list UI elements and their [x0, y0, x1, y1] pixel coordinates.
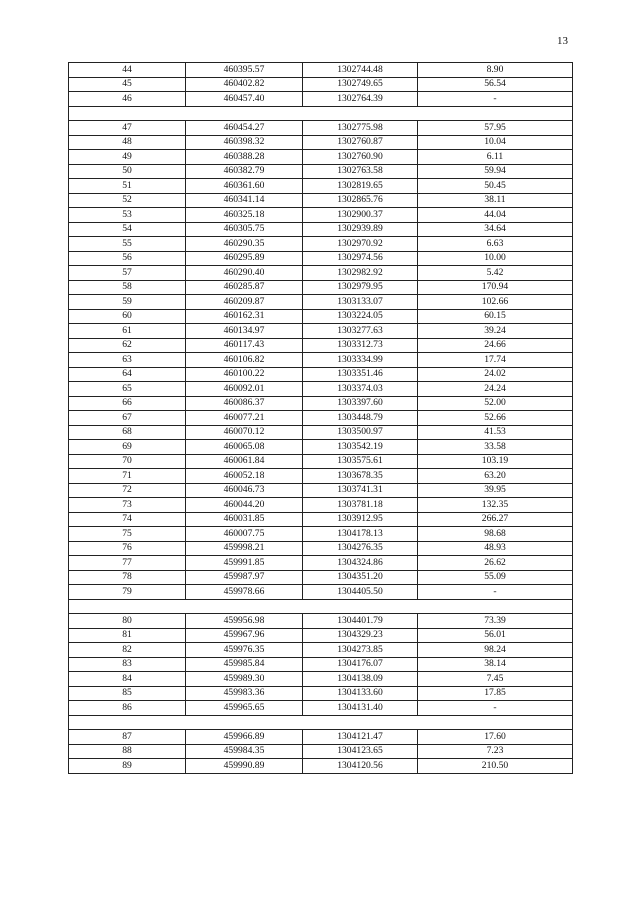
table-gap-row	[69, 599, 573, 614]
table-row	[69, 759, 573, 774]
x-coordinate-cell: 459984.35	[186, 744, 303, 759]
y-coordinate-cell: 1302763.58	[303, 164, 418, 179]
x-coordinate-cell: 460382.79	[186, 164, 303, 179]
point-number-cell: 50	[69, 164, 186, 179]
point-number-cell: 55	[69, 237, 186, 252]
point-number-cell: 57	[69, 266, 186, 281]
x-coordinate-cell: 460092.01	[186, 382, 303, 397]
y-coordinate-cell: 1303334.99	[303, 353, 418, 368]
table-row	[69, 483, 573, 498]
x-coordinate-cell: 460065.08	[186, 440, 303, 455]
distance-cell: 24.66	[418, 338, 573, 353]
table-row	[69, 295, 573, 310]
x-coordinate-cell: 460044.20	[186, 498, 303, 513]
table-row	[69, 367, 573, 382]
table-row	[69, 628, 573, 643]
point-number-cell: 52	[69, 193, 186, 208]
table-row	[69, 744, 573, 759]
table-row	[69, 382, 573, 397]
y-coordinate-cell: 1304273.85	[303, 643, 418, 658]
distance-cell: 5.42	[418, 266, 573, 281]
y-coordinate-cell: 1303351.46	[303, 367, 418, 382]
table-row	[69, 63, 573, 78]
table-row	[69, 193, 573, 208]
x-coordinate-cell: 460077.21	[186, 411, 303, 426]
table-row	[69, 730, 573, 745]
distance-cell: 52.00	[418, 396, 573, 411]
x-coordinate-cell: 460361.60	[186, 179, 303, 194]
y-coordinate-cell: 1302970.92	[303, 237, 418, 252]
x-coordinate-cell: 460457.40	[186, 92, 303, 107]
point-number-cell: 56	[69, 251, 186, 266]
point-number-cell: 59	[69, 295, 186, 310]
y-coordinate-cell: 1304121.47	[303, 730, 418, 745]
point-number-cell: 79	[69, 585, 186, 600]
y-coordinate-cell: 1303781.18	[303, 498, 418, 513]
x-coordinate-cell: 459991.85	[186, 556, 303, 571]
y-coordinate-cell: 1304123.65	[303, 744, 418, 759]
distance-cell: 56.54	[418, 77, 573, 92]
distance-cell: 57.95	[418, 121, 573, 136]
distance-cell: 56.01	[418, 628, 573, 643]
table-row	[69, 498, 573, 513]
y-coordinate-cell: 1302744.48	[303, 63, 418, 78]
y-coordinate-cell: 1304133.60	[303, 686, 418, 701]
point-number-cell: 83	[69, 657, 186, 672]
distance-cell: -	[418, 585, 573, 600]
point-number-cell: 69	[69, 440, 186, 455]
x-coordinate-cell: 459983.36	[186, 686, 303, 701]
x-coordinate-cell: 459956.98	[186, 614, 303, 629]
y-coordinate-cell: 1304329.23	[303, 628, 418, 643]
x-coordinate-cell: 460395.57	[186, 63, 303, 78]
x-coordinate-cell: 459965.65	[186, 701, 303, 716]
y-coordinate-cell: 1302939.89	[303, 222, 418, 237]
table-row	[69, 686, 573, 701]
gap-cell	[69, 599, 573, 614]
table-row	[69, 266, 573, 281]
y-coordinate-cell: 1304131.40	[303, 701, 418, 716]
distance-cell: 98.68	[418, 527, 573, 542]
table-row	[69, 237, 573, 252]
distance-cell: 17.85	[418, 686, 573, 701]
distance-cell: -	[418, 701, 573, 716]
y-coordinate-cell: 1303678.35	[303, 469, 418, 484]
x-coordinate-cell: 460070.12	[186, 425, 303, 440]
y-coordinate-cell: 1302764.39	[303, 92, 418, 107]
distance-cell: 34.64	[418, 222, 573, 237]
y-coordinate-cell: 1304324.86	[303, 556, 418, 571]
y-coordinate-cell: 1302979.95	[303, 280, 418, 295]
distance-cell: 170.94	[418, 280, 573, 295]
y-coordinate-cell: 1302865.76	[303, 193, 418, 208]
distance-cell: 266.27	[418, 512, 573, 527]
table-row	[69, 643, 573, 658]
table-row	[69, 585, 573, 600]
y-coordinate-cell: 1302900.37	[303, 208, 418, 223]
point-number-cell: 86	[69, 701, 186, 716]
y-coordinate-cell: 1303312.73	[303, 338, 418, 353]
y-coordinate-cell: 1302760.90	[303, 150, 418, 165]
point-number-cell: 46	[69, 92, 186, 107]
distance-cell: 44.04	[418, 208, 573, 223]
distance-cell: 103.19	[418, 454, 573, 469]
y-coordinate-cell: 1302982.92	[303, 266, 418, 281]
point-number-cell: 81	[69, 628, 186, 643]
y-coordinate-cell: 1304178.13	[303, 527, 418, 542]
distance-cell: 10.00	[418, 251, 573, 266]
point-number-cell: 76	[69, 541, 186, 556]
distance-cell: 73.39	[418, 614, 573, 629]
table-row	[69, 222, 573, 237]
y-coordinate-cell: 1303448.79	[303, 411, 418, 426]
table-row	[69, 208, 573, 223]
table-row	[69, 614, 573, 629]
y-coordinate-cell: 1303500.97	[303, 425, 418, 440]
point-number-cell: 44	[69, 63, 186, 78]
table-row	[69, 396, 573, 411]
y-coordinate-cell: 1303575.61	[303, 454, 418, 469]
x-coordinate-cell: 460162.31	[186, 309, 303, 324]
y-coordinate-cell: 1302819.65	[303, 179, 418, 194]
x-coordinate-cell: 460031.85	[186, 512, 303, 527]
x-coordinate-cell: 460106.82	[186, 353, 303, 368]
distance-cell: 24.02	[418, 367, 573, 382]
x-coordinate-cell: 460100.22	[186, 367, 303, 382]
point-number-cell: 53	[69, 208, 186, 223]
point-number-cell: 72	[69, 483, 186, 498]
distance-cell: 7.23	[418, 744, 573, 759]
distance-cell: 52.66	[418, 411, 573, 426]
y-coordinate-cell: 1303912.95	[303, 512, 418, 527]
x-coordinate-cell: 460285.87	[186, 280, 303, 295]
x-coordinate-cell: 460290.40	[186, 266, 303, 281]
x-coordinate-cell: 460052.18	[186, 469, 303, 484]
page-number: 13	[557, 35, 568, 47]
distance-cell: 48.93	[418, 541, 573, 556]
point-number-cell: 84	[69, 672, 186, 687]
table-row	[69, 556, 573, 571]
x-coordinate-cell: 460007.75	[186, 527, 303, 542]
x-coordinate-cell: 459966.89	[186, 730, 303, 745]
point-number-cell: 74	[69, 512, 186, 527]
point-number-cell: 73	[69, 498, 186, 513]
distance-cell: 132.35	[418, 498, 573, 513]
table-gap-row	[69, 106, 573, 121]
point-number-cell: 60	[69, 309, 186, 324]
x-coordinate-cell: 460290.35	[186, 237, 303, 252]
table-row	[69, 701, 573, 716]
y-coordinate-cell: 1304276.35	[303, 541, 418, 556]
x-coordinate-cell: 460325.18	[186, 208, 303, 223]
distance-cell: 8.90	[418, 63, 573, 78]
table-row	[69, 77, 573, 92]
distance-cell: 210.50	[418, 759, 573, 774]
table-row	[69, 512, 573, 527]
distance-cell: 39.24	[418, 324, 573, 339]
x-coordinate-cell: 460341.14	[186, 193, 303, 208]
y-coordinate-cell: 1302749.65	[303, 77, 418, 92]
table-row	[69, 541, 573, 556]
table-row	[69, 570, 573, 585]
distance-cell: 63.20	[418, 469, 573, 484]
x-coordinate-cell: 460398.32	[186, 135, 303, 150]
y-coordinate-cell: 1304176.07	[303, 657, 418, 672]
x-coordinate-cell: 460388.28	[186, 150, 303, 165]
distance-cell: 33.58	[418, 440, 573, 455]
distance-cell: 17.60	[418, 730, 573, 745]
point-number-cell: 66	[69, 396, 186, 411]
x-coordinate-cell: 460295.89	[186, 251, 303, 266]
distance-cell: 38.11	[418, 193, 573, 208]
table-row	[69, 411, 573, 426]
x-coordinate-cell: 460117.43	[186, 338, 303, 353]
point-number-cell: 47	[69, 121, 186, 136]
y-coordinate-cell: 1303741.31	[303, 483, 418, 498]
table-row	[69, 179, 573, 194]
table-row	[69, 672, 573, 687]
point-number-cell: 49	[69, 150, 186, 165]
y-coordinate-cell: 1302775.98	[303, 121, 418, 136]
point-number-cell: 71	[69, 469, 186, 484]
distance-cell: -	[418, 92, 573, 107]
point-number-cell: 87	[69, 730, 186, 745]
distance-cell: 7.45	[418, 672, 573, 687]
y-coordinate-cell: 1304401.79	[303, 614, 418, 629]
x-coordinate-cell: 460402.82	[186, 77, 303, 92]
x-coordinate-cell: 460046.73	[186, 483, 303, 498]
table-row	[69, 135, 573, 150]
x-coordinate-cell: 460454.27	[186, 121, 303, 136]
gap-cell	[69, 106, 573, 121]
table-row	[69, 440, 573, 455]
distance-cell: 17.74	[418, 353, 573, 368]
y-coordinate-cell: 1302760.87	[303, 135, 418, 150]
table-row	[69, 164, 573, 179]
distance-cell: 6.63	[418, 237, 573, 252]
x-coordinate-cell: 460086.37	[186, 396, 303, 411]
table-row	[69, 280, 573, 295]
y-coordinate-cell: 1303397.60	[303, 396, 418, 411]
table-row	[69, 527, 573, 542]
distance-cell: 26.62	[418, 556, 573, 571]
point-number-cell: 78	[69, 570, 186, 585]
y-coordinate-cell: 1304138.09	[303, 672, 418, 687]
x-coordinate-cell: 460134.97	[186, 324, 303, 339]
point-number-cell: 64	[69, 367, 186, 382]
x-coordinate-cell: 459978.66	[186, 585, 303, 600]
table-row	[69, 425, 573, 440]
y-coordinate-cell: 1303133.07	[303, 295, 418, 310]
x-coordinate-cell: 459990.89	[186, 759, 303, 774]
point-number-cell: 65	[69, 382, 186, 397]
table-row	[69, 92, 573, 107]
y-coordinate-cell: 1303224.05	[303, 309, 418, 324]
point-number-cell: 82	[69, 643, 186, 658]
y-coordinate-cell: 1302974.56	[303, 251, 418, 266]
table-row	[69, 657, 573, 672]
table-row	[69, 353, 573, 368]
x-coordinate-cell: 459976.35	[186, 643, 303, 658]
point-number-cell: 61	[69, 324, 186, 339]
point-number-cell: 51	[69, 179, 186, 194]
x-coordinate-cell: 459989.30	[186, 672, 303, 687]
point-number-cell: 70	[69, 454, 186, 469]
x-coordinate-cell: 459985.84	[186, 657, 303, 672]
distance-cell: 6.11	[418, 150, 573, 165]
point-number-cell: 63	[69, 353, 186, 368]
x-coordinate-cell: 460209.87	[186, 295, 303, 310]
y-coordinate-cell: 1304120.56	[303, 759, 418, 774]
point-number-cell: 77	[69, 556, 186, 571]
distance-cell: 60.15	[418, 309, 573, 324]
distance-cell: 98.24	[418, 643, 573, 658]
point-number-cell: 62	[69, 338, 186, 353]
distance-cell: 10.04	[418, 135, 573, 150]
coordinates-table-body	[69, 63, 573, 774]
x-coordinate-cell: 460061.84	[186, 454, 303, 469]
distance-cell: 50.45	[418, 179, 573, 194]
table-row	[69, 251, 573, 266]
table-row	[69, 121, 573, 136]
distance-cell: 24.24	[418, 382, 573, 397]
x-coordinate-cell: 460305.75	[186, 222, 303, 237]
point-number-cell: 58	[69, 280, 186, 295]
point-number-cell: 45	[69, 77, 186, 92]
distance-cell: 102.66	[418, 295, 573, 310]
distance-cell: 38.14	[418, 657, 573, 672]
point-number-cell: 75	[69, 527, 186, 542]
y-coordinate-cell: 1304405.50	[303, 585, 418, 600]
table-row	[69, 324, 573, 339]
point-number-cell: 85	[69, 686, 186, 701]
table-row	[69, 309, 573, 324]
gap-cell	[69, 715, 573, 730]
point-number-cell: 88	[69, 744, 186, 759]
x-coordinate-cell: 459998.21	[186, 541, 303, 556]
coordinates-table	[68, 62, 573, 774]
table-row	[69, 454, 573, 469]
distance-cell: 59.94	[418, 164, 573, 179]
table-gap-row	[69, 715, 573, 730]
point-number-cell: 80	[69, 614, 186, 629]
table-row	[69, 150, 573, 165]
distance-cell: 55.09	[418, 570, 573, 585]
y-coordinate-cell: 1304351.20	[303, 570, 418, 585]
x-coordinate-cell: 459987.97	[186, 570, 303, 585]
x-coordinate-cell: 459967.96	[186, 628, 303, 643]
point-number-cell: 54	[69, 222, 186, 237]
point-number-cell: 89	[69, 759, 186, 774]
point-number-cell: 67	[69, 411, 186, 426]
table-row	[69, 469, 573, 484]
point-number-cell: 68	[69, 425, 186, 440]
distance-cell: 41.53	[418, 425, 573, 440]
y-coordinate-cell: 1303374.03	[303, 382, 418, 397]
distance-cell: 39.95	[418, 483, 573, 498]
table-row	[69, 338, 573, 353]
point-number-cell: 48	[69, 135, 186, 150]
y-coordinate-cell: 1303542.19	[303, 440, 418, 455]
y-coordinate-cell: 1303277.63	[303, 324, 418, 339]
